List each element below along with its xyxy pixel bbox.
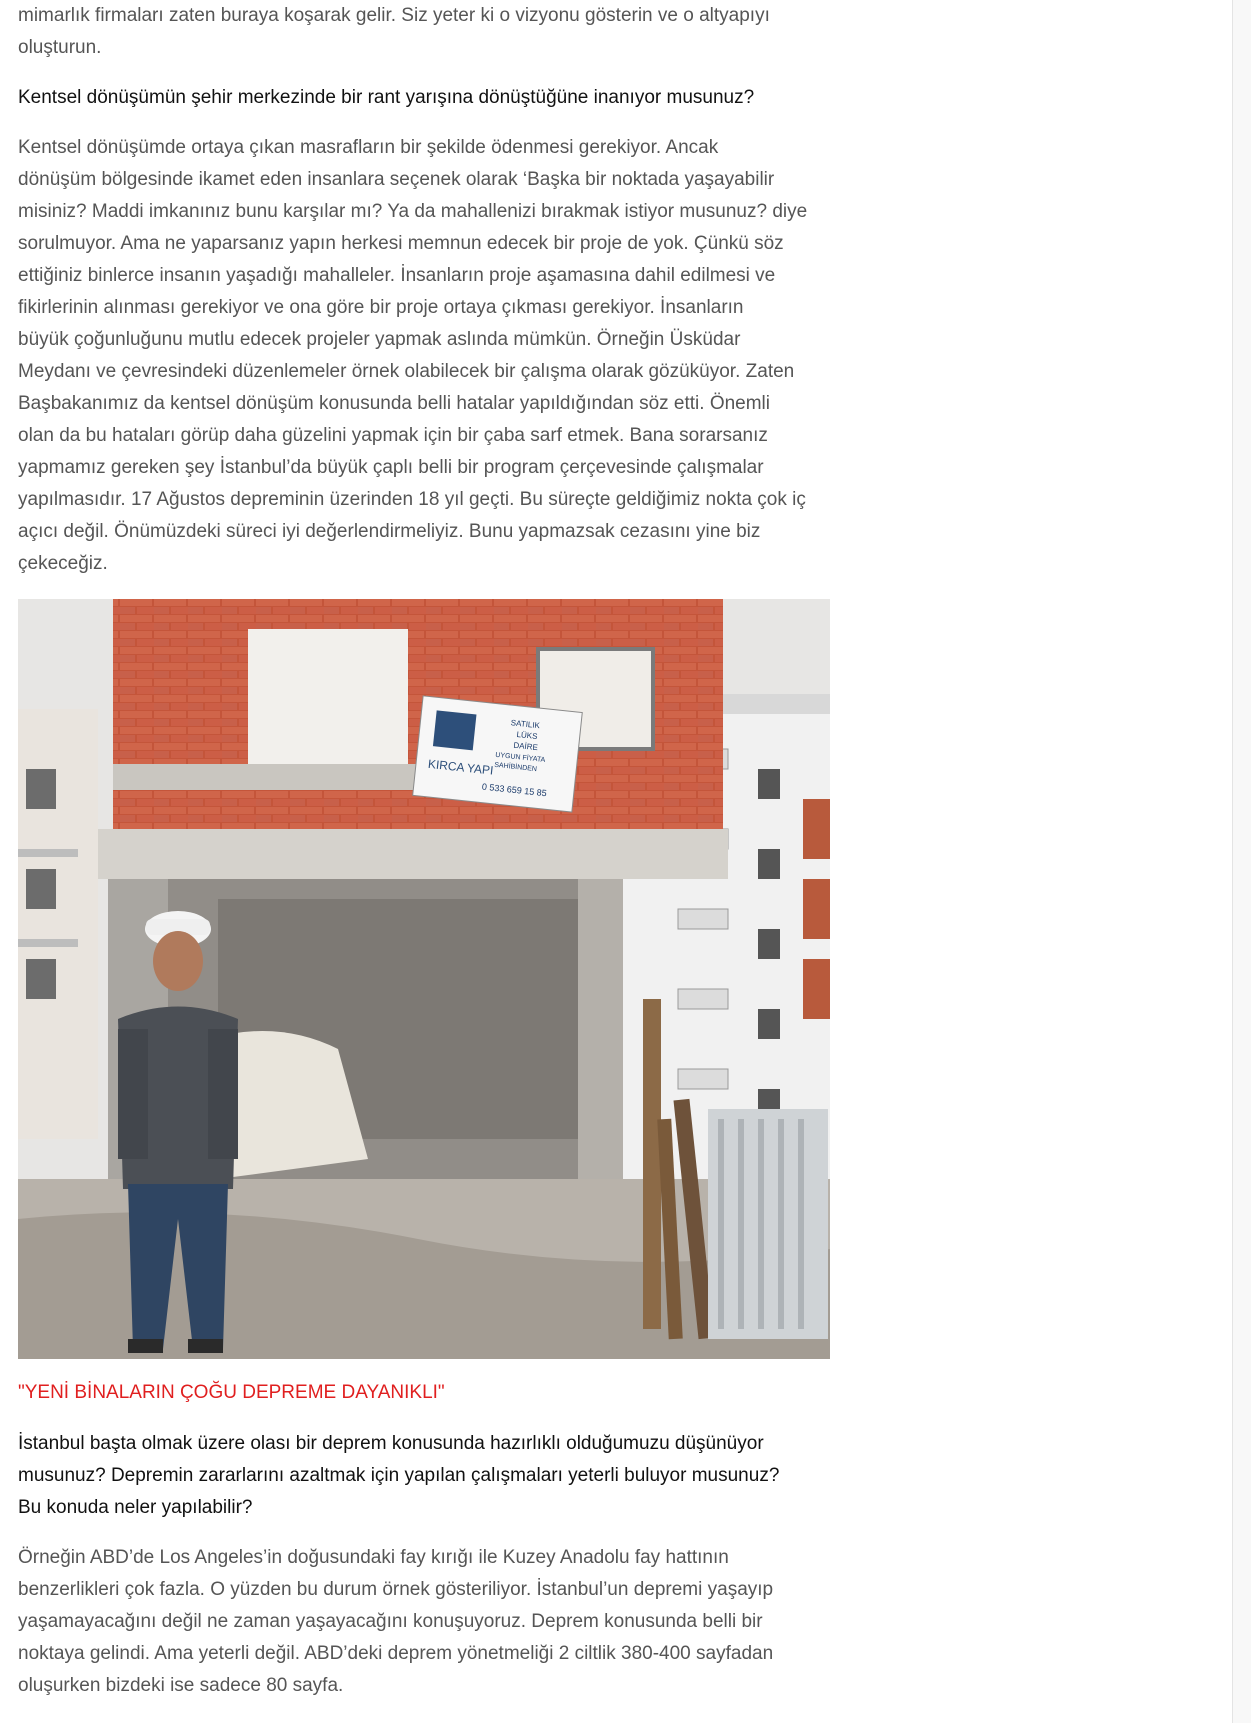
paragraph-line: çekeceğiz.: [18, 553, 108, 574]
intro-paragraph: [18, 0, 770, 64]
sign-text-line: UYGUN FİYATA: [494, 751, 546, 764]
paragraph-line: yapılmasıdır. 17 Ağustos depreminin üzerinden 18 yıl geçti. Bu süreçte geldiğimiz nokta çok iç: [18, 489, 806, 510]
paragraph-line: sorulmuyor. Ama ne yaparsanız yapın herkesi memnun edecek bir proje de yok. Çünkü söz: [18, 233, 784, 254]
section-subheading: "YENİ BİNALARIN ÇOĞU DEPREME DAYANIKLI": [18, 1382, 445, 1403]
paragraph-line: mimarlık firmaları zaten buraya koşarak gelir. Siz yeter ki o vizyonu gösterin ve o altyapıyı: [18, 5, 770, 26]
paragraph-line: oluşurken bizdeki ise sadece 80 sayfa.: [18, 1675, 344, 1696]
paragraph-line: misiniz? Maddi imkanınız bunu karşılar mı? Ya da mahallenizi bırakmak istiyor musunuz? diye: [18, 201, 808, 222]
page-scrollbar[interactable]: [1232, 0, 1251, 1723]
sign-text-line: SAHİBİNDEN: [493, 761, 538, 774]
paragraph-line: Örneğin ABD’de Los Angeles’in doğusundaki fay kırığı ile Kuzey Anadolu fay hattının: [18, 1547, 729, 1568]
sign-brand-text: KIRCA YAPI: [427, 756, 495, 778]
question-line: Bu konuda neler yapılabilir?: [18, 1497, 253, 1518]
interview-answer-2: [18, 1542, 773, 1702]
paragraph-line: yapmamız gereken şey İstanbul’da büyük çaplı belli bir program çerçevesinde çalışmalar: [18, 457, 764, 478]
interview-question-1: Kentsel dönüşümün şehir merkezinde bir rant yarışına dönüştüğüne inanıyor musunuz?: [18, 87, 755, 108]
sign-text-line: SATILIK: [510, 718, 541, 731]
paragraph-line: Meydanı ve çevresindeki düzenlemeler örnek olabilecek bir çalışma olarak gözüküyor. Zaten: [18, 361, 795, 382]
paragraph-line: açıcı değil. Önümüzdeki süreci iyi değerlendirmeliyiz. Bunu yapmazsak cezasını yine biz: [18, 521, 761, 542]
paragraph-line: benzerlikleri çok fazla. O yüzden bu durum örnek gösteriliyor. İstanbul’un depremi yaşayıp: [18, 1579, 774, 1600]
paragraph-line: ettiğiniz binlerce insanın yaşadığı mahalleler. İnsanların proje aşamasına dahil edilmesi ve: [18, 265, 776, 286]
paragraph-line: büyük çoğunluğunu mutlu edecek projeler yapmak aslında mümkün. Örneğin Üsküdar: [18, 329, 741, 350]
sign-text-line: 0 533 659 15 85: [481, 781, 548, 799]
interview-question-2: [18, 1428, 779, 1524]
paragraph-line: Kentsel dönüşümde ortaya çıkan masrafların bir şekilde ödenmesi gerekiyor. Ancak: [18, 137, 719, 158]
article-photo: [18, 599, 830, 1359]
sign-text-line: LÜKS: [516, 729, 538, 742]
paragraph-line: fikirlerinin alınması gerekiyor ve ona göre bir proje ortaya çıkması gerekiyor. İnsanların: [18, 297, 744, 318]
question-line: musunuz? Depremin zararlarını azaltmak için yapılan çalışmaları yeterli buluyor musunuz?: [18, 1465, 780, 1486]
paragraph-line: noktaya gelindi. Ama yeterli değil. ABD’deki deprem yönetmeliği 2 ciltlik 380-400 sayfadan: [18, 1643, 774, 1664]
interview-answer-1: [18, 132, 807, 580]
paragraph-line: oluşturun.: [18, 37, 102, 58]
paragraph-line: Başbakanımız da kentsel dönüşüm konusunda belli hatalar yapıldığından söz etti. Önemli: [18, 393, 771, 414]
sign-text-line: DAİRE: [513, 740, 539, 753]
paragraph-line: dönüşüm bölgesinde ikamet eden insanlara seçenek olarak ‘Başka bir noktada yaşayabilir: [18, 169, 775, 190]
paragraph-line: olan da bu hataları görüp daha güzelini yapmak için bir çaba sarf etmek. Bana sorarsanız: [18, 425, 768, 446]
construction-site-illustration: [18, 599, 830, 1359]
question-line: İstanbul başta olmak üzere olası bir deprem konusunda hazırlıklı olduğumuzu düşünüyor: [18, 1433, 764, 1454]
paragraph-line: yaşamayacağını değil ne zaman yaşayacağını konuşuyoruz. Deprem konusunda belli bir: [18, 1611, 763, 1632]
